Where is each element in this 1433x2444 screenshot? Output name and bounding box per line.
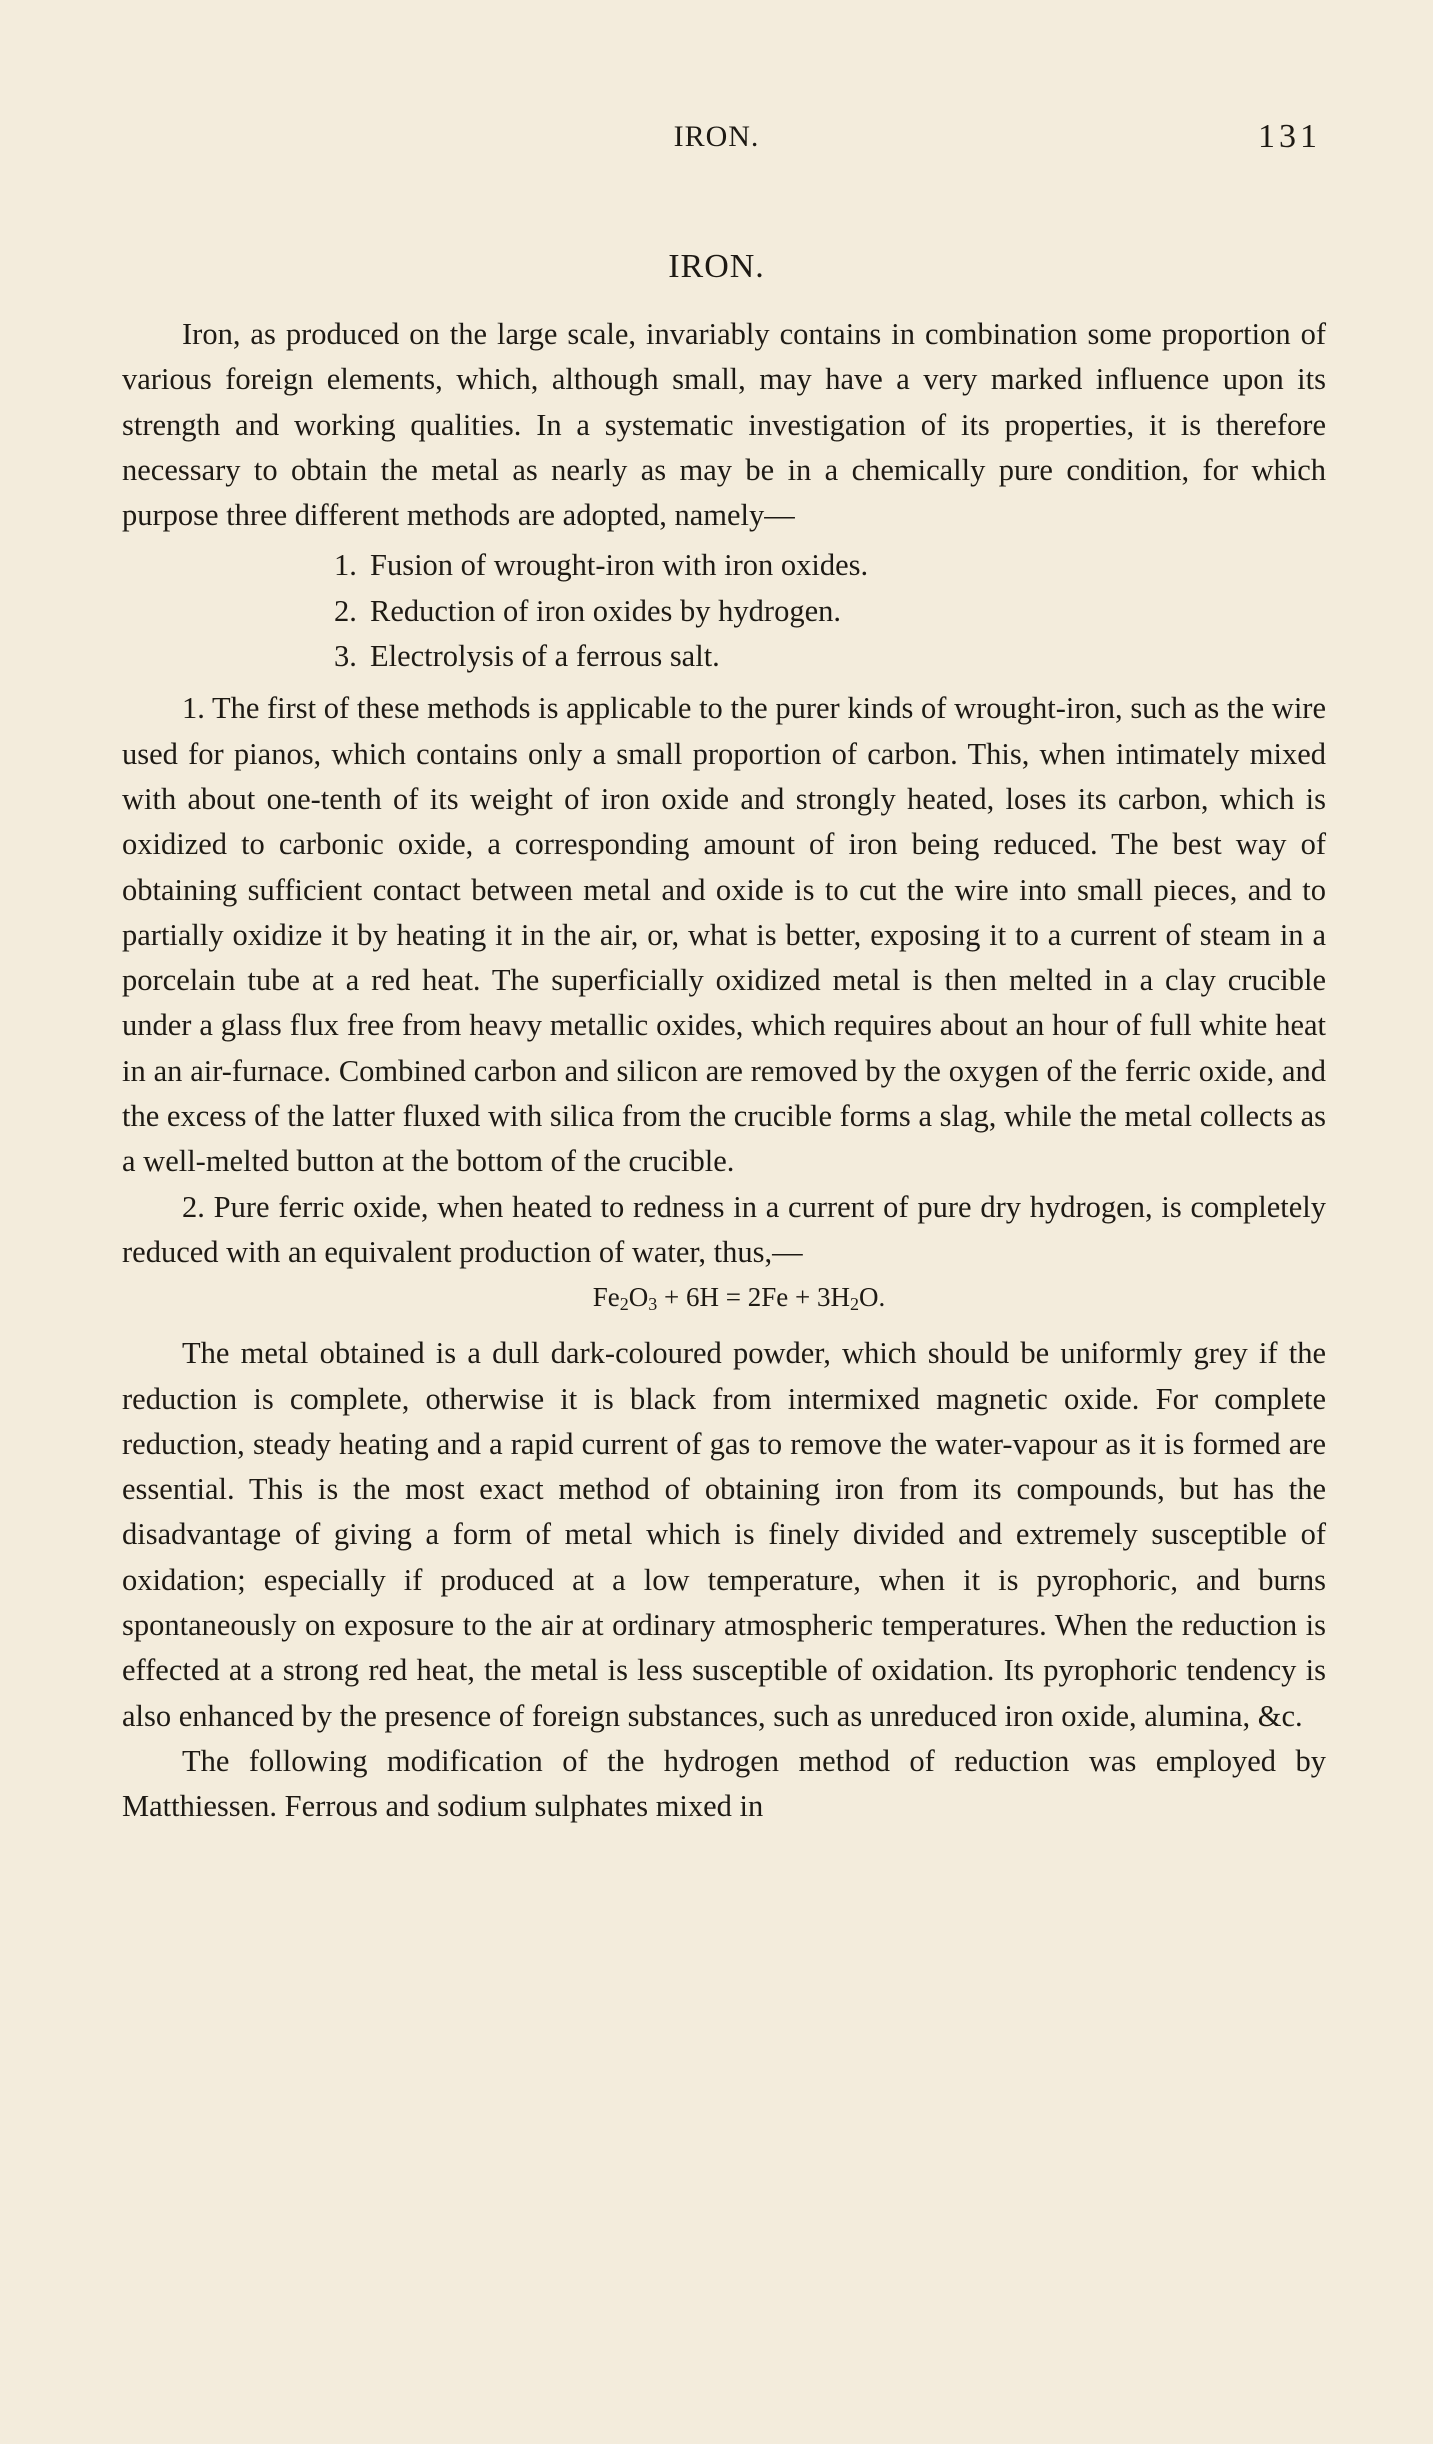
method-text: Reduction of iron oxides by hydrogen. [370, 593, 841, 628]
intro-paragraph: Iron, as produced on the large scale, invariably contains in combination some proportion of various foreign elements, which, although small, may have a very marked influence upon its strength and working qualities. In a systematic investigation of its properties, it is therefore necessary to obtain the metal as nearly as may be in a chemically pure condition, for which purpose three different methods are adopted, namely— [122, 317, 1326, 533]
running-head-title: IRON. [673, 120, 760, 153]
method-item [334, 634, 1326, 679]
equation-subscript: 3 [648, 1294, 658, 1315]
method-number: 3. [334, 639, 357, 674]
paragraph-fusion-method: 1. The first of these methods is applicable to the purer kinds of wrought-iron, such as the wire used for pianos, which contains only a small proportion of carbon. This, when intimately mixed with about one-tenth of its weight of iron oxide and strongly heated, loses its carbon, which is oxidized to carbonic oxide, a corresponding amount of iron being reduced. The best way of obtaining sufficient contact between metal and oxide is to cut the wire into small pieces, and to partially oxidize it by heating it in the air, or, what is better, exposing it to a current of steam in a porcelain tube at a red heat. The superficially oxidized metal is then melted in a clay crucible under a glass flux free from heavy metallic oxides, which requires about an hour of full white heat in an air-furnace. Combined carbon and silicon are removed by the oxygen of the ferric oxide, and the excess of the latter fluxed with silica from the crucible forms a slag, while the metal collects as a well-melted button at the bottom of the crucible. [122, 691, 1326, 1179]
equation-subscript: 2 [849, 1294, 859, 1315]
equation-part: Fe [592, 1282, 620, 1313]
paragraph-reduction-result: The metal obtained is a dull dark-coloured powder, which should be uniformly grey if the reduction is complete, otherwise it is black from intermixed magnetic oxide. For complete reduction, steady heating and a rapid current of gas to remove the water-vapour as it is formed are essential. This is the most exact method of obtaining iron from its compounds, but has the disadvantage of giving a form of metal which is finely divided and extremely susceptible of oxidation; especially if produced at a low temperature, when it is pyrophoric, and burns spontaneously on exposure to the air at ordinary atmospheric temperatures. When the reduction is effected at a strong red heat, the metal is less susceptible of oxidation. Its pyrophoric tendency is also enhanced by the presence of foreign substances, such as unreduced iron oxide, alumina, &c. [122, 1336, 1326, 1733]
method-item [334, 589, 1326, 634]
equation-subscript: 2 [619, 1294, 629, 1315]
chapter-title: IRON. [668, 248, 765, 285]
page-number: 131 [1258, 118, 1321, 155]
body-text [122, 312, 1326, 1830]
method-item [334, 543, 1326, 588]
chemical-equation [122, 1277, 1326, 1317]
methods-list [122, 543, 1326, 679]
method-number: 1. [334, 548, 357, 583]
paragraph-hydrogen-method: 2. Pure ferric oxide, when heated to redness in a current of pure dry hydrogen, is completely reduced with an equivalent production of water, thus,— [122, 1189, 1326, 1269]
method-number: 2. [334, 593, 357, 628]
equation-part: + 6H = 2Fe + 3H [657, 1282, 850, 1313]
paragraph-matthiessen: The following modification of the hydrogen method of reduction was employed by Matthiessen. Ferrous and sodium sulphates mixed in [122, 1743, 1326, 1824]
method-text: Electrolysis of a ferrous salt. [370, 639, 720, 674]
equation-part: O. [858, 1282, 886, 1313]
equation-part: O [628, 1282, 649, 1313]
running-head [0, 112, 1433, 162]
method-text: Fusion of wrought-iron with iron oxides. [370, 548, 869, 583]
